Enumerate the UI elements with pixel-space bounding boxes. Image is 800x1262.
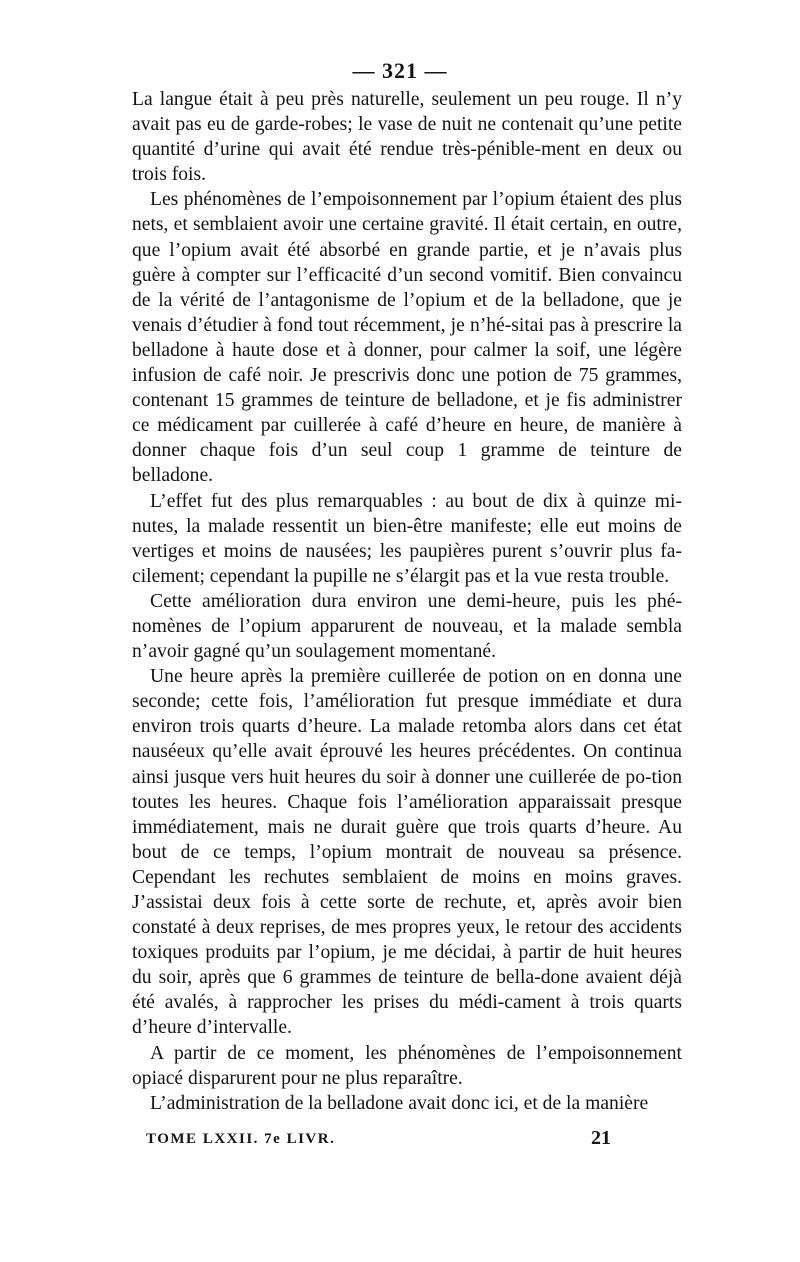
paragraph: L’administration de la belladone avait donc ici, et de la manière	[150, 1092, 649, 1114]
paragraph: L’effet fut des plus remarquables : au bout de dix à quinze mi-nutes, la malade ressentit un bien-être manifeste; elle eut moins de vertiges et moins de nausées; les paupières purent s’ouvrir plus fa-cilement; cependant la pupille ne s’élargit pas et la vue resta trouble.	[132, 490, 682, 587]
paragraph: Cette amélioration dura environ une demi-heure, puis les phé-nomènes de l’opium apparurent de nouveau, et la malade sembla n’avoir gagné qu’un soulagement momentané.	[132, 590, 682, 663]
body-text	[132, 87, 682, 1116]
paragraph: Une heure après la première cuillerée de potion on en donna une seconde; cette fois, l’amélioration fut presque immédiate et dura environ trois quarts d’heure. La malade retomba alors dans cet état nauséeux qu’elle avait éprouvé les heures précédentes. On continua ainsi jusque vers huit heures du soir à donner une cuillerée de po-tion toutes les heures. Chaque fois l’amélioration apparaissait presque immédiatement, mais ne durait guère que trois quarts d’heure. Au bout de ce temps, l’opium montrait de nouveau sa présence. Cependant les rechutes semblaient de moins en moins graves. J’assistai deux fois à cette sorte de rechute, et, après avoir bien constaté à deux reprises, de mes propres yeux, le retour des accidents toxiques produits par l’opium, je me décidai, à partir de huit heures du soir, après que 6 grammes de teinture de bella-done avaient déjà été avalés, à rapprocher les prises du médi-cament à trois quarts d’heure d’intervalle.	[132, 666, 682, 1039]
signature-number: 21	[591, 1127, 611, 1149]
paragraph: Les phénomènes de l’empoisonnement par l’opium étaient des plus nets, et semblaient avoir une certaine gravité. Il était certain, en outre, que l’opium avait été absorbé en grande partie, et je n’avais plus guère à compter sur l’efficacité d’un second vomitif. Bien convaincu de la vérité de l’antagonisme de l’opium et de la belladone, que je venais d’étudier à fond tout récemment, je n’hé-sitai pas à prescrire la belladone à haute dose et à donner, pour calmer la soif, une légère infusion de café noir. Je prescrivis donc une potion de 75 grammes, contenant 15 grammes de teinture de belladone, et je fis administrer ce médicament par cuillerée à café d’heure en heure, de manière à donner chaque fois d’un seul coup 1 gramme de teinture de belladone.	[132, 189, 682, 487]
volume-signature: TOME LXXII. 7e LIVR.	[146, 1131, 336, 1147]
page-number: — 321 —	[352, 58, 448, 83]
paragraph: La langue était à peu près naturelle, seulement un peu rouge. Il n’y avait pas eu de garde-robes; le vase de nuit ne contenait qu’une petite quantité d’urine qui avait été rendue très-pénible-ment en deux ou trois fois.	[132, 89, 682, 186]
paragraph: A partir de ce moment, les phénomènes de l’empoisonnement opiacé disparurent pour ne plus reparaître.	[132, 1042, 682, 1089]
